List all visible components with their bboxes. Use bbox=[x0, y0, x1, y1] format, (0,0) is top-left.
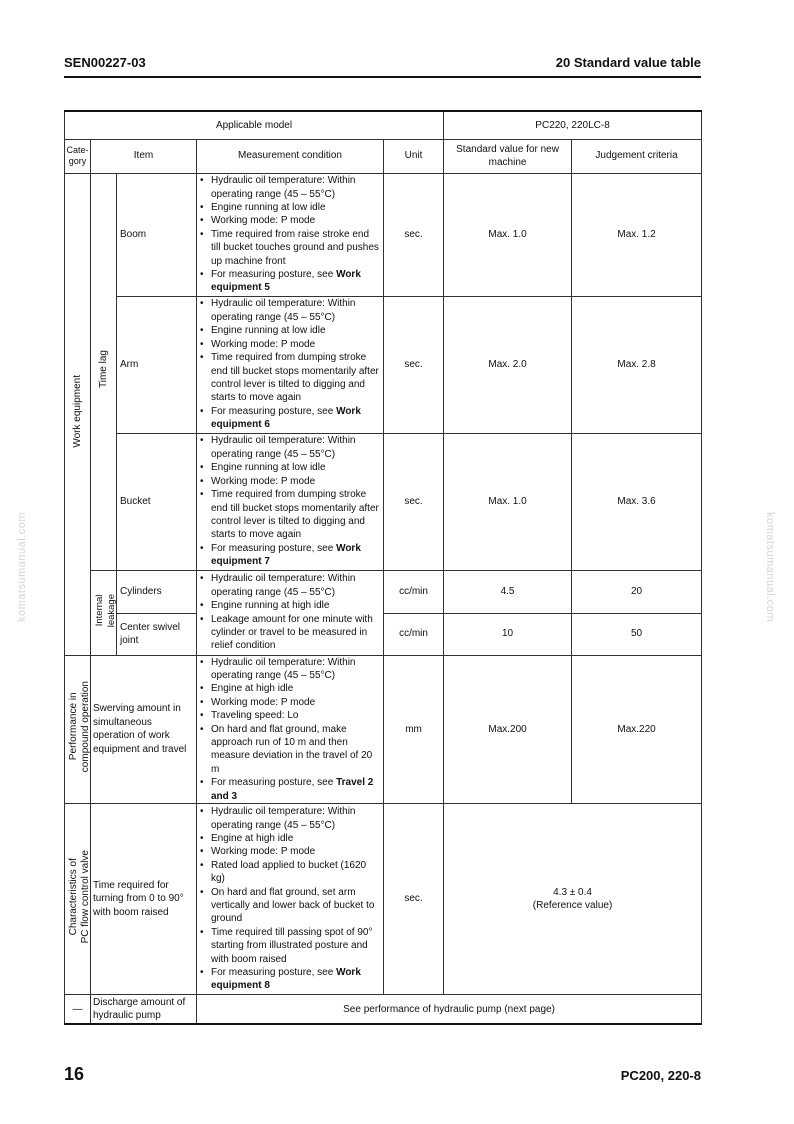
item-bucket: Bucket bbox=[117, 433, 197, 570]
unit-header: Unit bbox=[384, 139, 444, 173]
standard-cylinders: 4.5 bbox=[444, 570, 572, 613]
item-cylinders: Cylinders bbox=[117, 570, 197, 613]
value-pc-flow: 4.3 ± 0.4 (Reference value) bbox=[444, 803, 702, 994]
header-rule bbox=[64, 76, 701, 78]
standard-bucket: Max. 1.0 bbox=[444, 433, 572, 570]
table-row-cylinders bbox=[65, 570, 702, 613]
table-row-pc-flow bbox=[65, 803, 702, 994]
judgement-cylinders: 20 bbox=[572, 570, 702, 613]
standard-swivel: 10 bbox=[444, 613, 572, 655]
document-code: SEN00227-03 bbox=[64, 55, 146, 70]
page-number: 16 bbox=[64, 1064, 85, 1084]
unit-bucket: sec. bbox=[384, 433, 444, 570]
applicable-model-value: PC220, 220LC-8 bbox=[444, 111, 702, 139]
page-header bbox=[64, 55, 701, 75]
unit-pc-flow: sec. bbox=[384, 803, 444, 994]
applicable-model-row bbox=[65, 111, 702, 139]
table-row-arm bbox=[65, 296, 702, 433]
item-swivel: Center swivel joint bbox=[117, 613, 197, 655]
unit-arm: sec. bbox=[384, 296, 444, 433]
footer-model: PC200, 220-8 bbox=[620, 1068, 701, 1083]
page-footer bbox=[64, 1064, 701, 1088]
judgement-compound: Max.220 bbox=[572, 655, 702, 803]
item-boom: Boom bbox=[117, 173, 197, 296]
judgement-boom: Max. 1.2 bbox=[572, 173, 702, 296]
table-row-bucket bbox=[65, 433, 702, 570]
category-header: Cate- gory bbox=[65, 139, 91, 173]
standard-compound: Max.200 bbox=[444, 655, 572, 803]
section-title: 20 Standard value table bbox=[555, 55, 701, 70]
column-header-row bbox=[65, 139, 702, 173]
table-row-compound bbox=[65, 655, 702, 803]
condition-arm: • Hydraulic oil temperature: Within operating range (45 – 55°C) • Engine running at low idle • Working mode: P mode • Time required from dumping stroke end till bucket stops momentarily after control lever is tilted to digging and starts to move again • For measuring posture, see Work equipment 6 bbox=[197, 296, 384, 433]
unit-swivel: cc/min bbox=[384, 613, 444, 655]
judgement-header: Judgement criteria bbox=[572, 139, 702, 173]
condition-compound: • Hydraulic oil temperature: Within operating range (45 – 55°C) • Engine at high idle • Working mode: P mode • Traveling speed: Lo • On hard and flat ground, make approach run of 10 m and then measure deviation in the travel of 20 m • For measuring posture, see Travel 2 and 3 bbox=[197, 655, 384, 803]
item-pump: Discharge amount of hydraulic pump bbox=[91, 994, 197, 1024]
standard-boom: Max. 1.0 bbox=[444, 173, 572, 296]
table-row-boom bbox=[65, 173, 702, 296]
note-pump: See performance of hydraulic pump (next page) bbox=[197, 994, 702, 1024]
applicable-model-label: Applicable model bbox=[65, 111, 444, 139]
condition-boom: • Hydraulic oil temperature: Within operating range (45 – 55°C) • Engine running at low idle • Working mode: P mode • Time required from raise stroke end till bucket touches ground and pushes up machine front • For measuring posture, see Work equipment 5 bbox=[197, 173, 384, 296]
category-work-equipment: Work equipment bbox=[65, 173, 91, 655]
judgement-swivel: 50 bbox=[572, 613, 702, 655]
category-pump: — bbox=[65, 994, 91, 1024]
unit-compound: mm bbox=[384, 655, 444, 803]
category-pc-flow-control: Characteristics of PC flow control valve bbox=[65, 803, 91, 994]
subcategory-internal-leakage: Internal leakage bbox=[91, 570, 117, 655]
item-header: Item bbox=[91, 139, 197, 173]
condition-bucket: • Hydraulic oil temperature: Within operating range (45 – 55°C) • Engine running at low idle • Working mode: P mode • Time required from dumping stroke end till bucket stops momentarily after control lever is tilted to digging and starts to move again • For measuring posture, see Work equipment 7 bbox=[197, 433, 384, 570]
condition-header: Measurement condition bbox=[197, 139, 384, 173]
condition-pc-flow: • Hydraulic oil temperature: Within operating range (45 – 55°C) • Engine at high idle • Working mode: P mode • Rated load applied to bucket (1620 kg) • On hard and flat ground, set arm vertically and lower back of bucket to ground • Time required till passing spot of 90° starting from illustrated posture and with boom raised • For measuring posture, see Work equipment 8 bbox=[197, 803, 384, 994]
unit-cylinders: cc/min bbox=[384, 570, 444, 613]
subcategory-time-lag: Time lag bbox=[91, 173, 117, 570]
standard-arm: Max. 2.0 bbox=[444, 296, 572, 433]
standard-value-header: Standard value for new machine bbox=[444, 139, 572, 173]
item-compound: Swerving amount in simultaneous operation of work equipment and travel bbox=[91, 655, 197, 803]
judgement-bucket: Max. 3.6 bbox=[572, 433, 702, 570]
table-row-pump bbox=[65, 994, 702, 1024]
item-pc-flow: Time required for turning from 0 to 90° with boom raised bbox=[91, 803, 197, 994]
watermark-left: komatsumanual.com bbox=[16, 512, 28, 622]
item-arm: Arm bbox=[117, 296, 197, 433]
standard-value-table bbox=[64, 110, 702, 1025]
watermark-right: komatsumanual.com bbox=[764, 512, 776, 622]
unit-boom: sec. bbox=[384, 173, 444, 296]
condition-leakage: • Hydraulic oil temperature: Within operating range (45 – 55°C) • Engine running at high idle • Leakage amount for one minute with cylinder or travel to be measured in relief condition bbox=[197, 570, 384, 655]
category-compound-operation: Performance in compound operation bbox=[65, 655, 91, 803]
table-row-swivel bbox=[65, 613, 702, 655]
judgement-arm: Max. 2.8 bbox=[572, 296, 702, 433]
